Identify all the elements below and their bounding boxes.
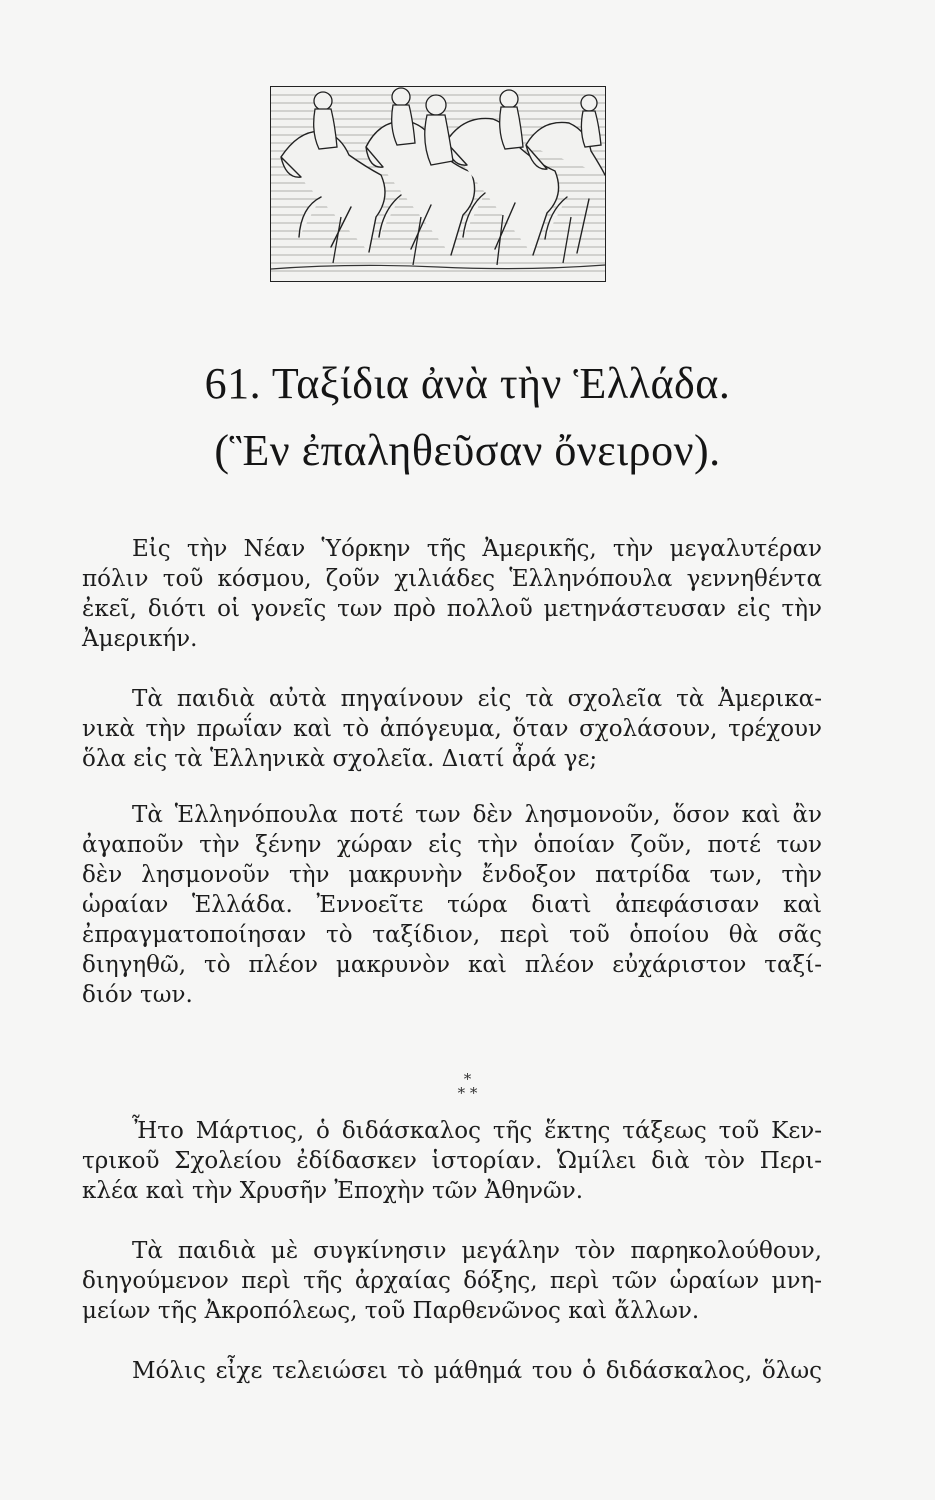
paragraph-5: [82, 1236, 822, 1326]
text-line: μείων τῆς Ἀκροπόλεως, τοῦ Παρθενῶνος καὶ ἄλλων.: [82, 1298, 700, 1324]
text-line: Τὰ παιδιὰ αὐτὰ πηγαίνουν εἰς τὰ σχολεῖα τὰ Ἀμερικα-: [132, 686, 822, 712]
text-line: διόν των.: [82, 982, 193, 1008]
horsemen-relief-drawing: [271, 87, 605, 281]
text-line: διηγούμενον περὶ τῆς ἀρχαίας δόξης, περὶ τῶν ὡραίων μνη-: [82, 1268, 822, 1294]
paragraph-3: [82, 800, 822, 1010]
text-line: ὅλα εἰς τὰ Ἑλληνικὰ σχολεῖα. Διατί ἆρά γε;: [82, 746, 598, 772]
separator-star-top: *: [463, 1070, 472, 1088]
paragraph-1: [82, 534, 822, 654]
text-line: πόλιν τοῦ κόσμου, ζοῦν χιλιάδες Ἑλληνόπουλα γεννηθέντα: [82, 566, 822, 592]
text-line: κλέα καὶ τὴν Χρυσῆν Ἐποχὴν τῶν Ἀθηνῶν.: [82, 1178, 584, 1204]
section-separator: [0, 1072, 935, 1100]
chapter-subtitle: (Ἓν ἐπαληθεῦσαν ὄνειρον).: [214, 426, 721, 475]
text-line: διηγηθῶ, τὸ πλέον μακρυνὸν καὶ πλέον εὐχάριστον ταξί-: [82, 952, 822, 978]
text-line: τρικοῦ Σχολείου ἐδίδασκεν ἱστορίαν. Ὡμίλει διὰ τὸν Περι-: [82, 1148, 822, 1174]
paragraph-4: [82, 1116, 822, 1206]
text-line: Τὰ Ἑλληνόπουλα ποτέ των δὲν λησμονοῦν, ὅσον καὶ ἂν: [132, 802, 822, 828]
text-line: ἐπραγματοποίησαν τὸ ταξίδιον, περὶ τοῦ ὁποίου θὰ σᾶς: [82, 922, 822, 948]
text-line: Μόλις εἶχε τελειώσει τὸ μάθημά του ὁ διδάσκαλος, ὅλως: [132, 1358, 822, 1384]
text-line: Ἀμερικήν.: [82, 626, 198, 652]
text-line: ἐκεῖ, διότι οἱ γονεῖς των πρὸ πολλοῦ μετηνάστευσαν εἰς τὴν: [82, 596, 822, 622]
chapter-title: 61. Ταξίδια ἀνὰ τὴν Ἑλλάδα.: [204, 359, 731, 408]
paragraph-6: [82, 1356, 822, 1386]
text-line: Ἦτο Μάρτιος, ὁ διδάσκαλος τῆς ἕκτης τάξεως τοῦ Κεν-: [132, 1118, 822, 1144]
paragraph-2: [82, 684, 822, 774]
text-line: ὡραίαν Ἑλλάδα. Ἐννοεῖτε τώρα διατὶ ἀπεφάσισαν καὶ: [82, 892, 822, 918]
text-line: δὲν λησμονοῦν τὴν μακρυνὴν ἔνδοξον πατρίδα των, τὴν: [82, 862, 822, 888]
text-line: νικὰ τὴν πρωΐαν καὶ τὸ ἀπόγευμα, ὅταν σχολάσουν, τρέχουν: [82, 716, 822, 742]
text-line: Τὰ παιδιὰ μὲ συγκίνησιν μεγάλην τὸν παρηκολούθουν,: [132, 1238, 822, 1264]
separator-stars-bottom: * *: [457, 1084, 478, 1102]
text-line: Εἰς τὴν Νέαν Ὑόρκην τῆς Ἀμερικῆς, τὴν μεγαλυτέραν: [132, 536, 822, 562]
text-line: ἀγαποῦν τὴν ξένην χώραν εἰς τὴν ὁποίαν ζοῦν, ποτέ των: [82, 832, 822, 858]
frieze-illustration: [270, 86, 606, 282]
